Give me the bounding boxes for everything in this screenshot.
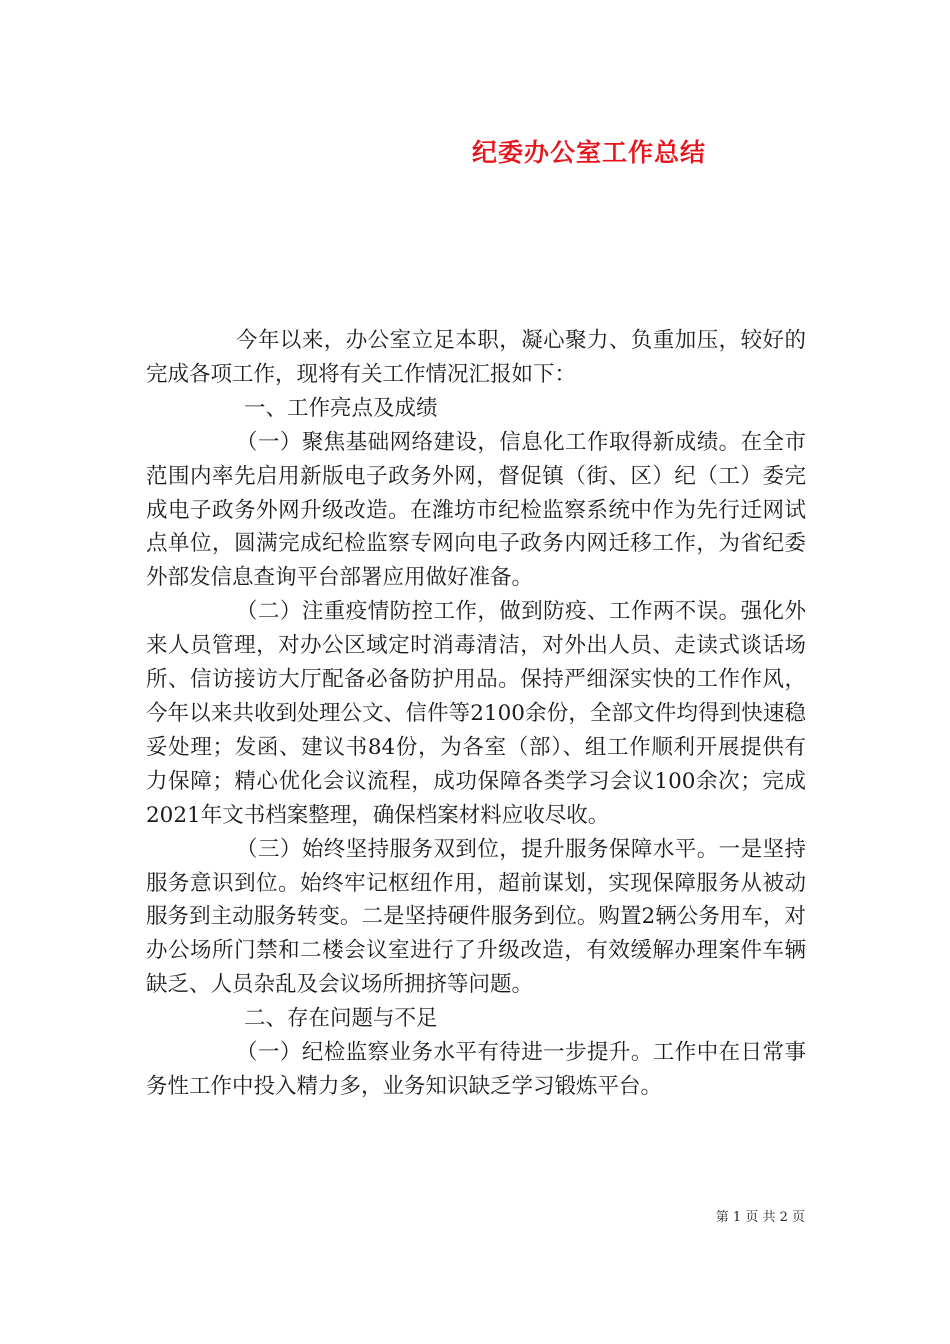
problem-item-1: （一）纪检监察业务水平有待进一步提升。工作中在日常事务性工作中投入精力多，业务知识缺乏学习锻炼平台。 bbox=[146, 1040, 806, 1099]
document-body bbox=[146, 324, 806, 1104]
achievement-item-2: （二）注重疫情防控工作，做到防疫、工作两不误。强化外来人员管理，对办公区域定时消毒清洁，对外出人员、走读式谈话场所、信访接访大厅配备必备防护用品。保持严细深实快的工作作风，今年以来共收到处理公文、信件等2100余份，全部文件均得到快速稳妥处理；发函、建议书84份，为各室（部）、组工作顺利开展提供有力保障；精心优化会议流程，成功保障各类学习会议100余次；完成2021年文书档案整理，确保档案材料应收尽收。 bbox=[146, 599, 806, 828]
intro-paragraph: 今年以来，办公室立足本职，凝心聚力、负重加压，较好的完成各项工作，现将有关工作情况汇报如下： bbox=[146, 328, 806, 387]
section-heading-problems: 二、存在问题与不足 bbox=[244, 1006, 438, 1032]
achievement-item-3: （三）始终坚持服务双到位，提升服务保障水平。一是坚持服务意识到位。始终牢记枢纽作用，超前谋划，实现保障服务从被动服务到主动服务转变。二是坚持硬件服务到位。购置2辆公务用车，对办公场所门禁和二楼会议室进行了升级改造，有效缓解办理案件车辆缺乏、人员杂乱及会议场所拥挤等问题。 bbox=[146, 836, 806, 998]
document-title: 纪委办公室工作总结 bbox=[472, 138, 707, 167]
achievement-item-1: （一）聚焦基础网络建设，信息化工作取得新成绩。在全市范围内率先启用新版电子政务外网，督促镇（街、区）纪（工）委完成电子政务外网升级改造。在潍坊市纪检监察系统中作为先行迁网试点单位，圆满完成纪检监察专网向电子政务内网迁移工作，为省纪委外部发信息查询平台部署应用做好准备。 bbox=[146, 429, 806, 591]
section-heading-achievements: 一、工作亮点及成绩 bbox=[244, 395, 438, 421]
page-number: 第 1 页 共 2 页 bbox=[715, 1210, 805, 1225]
